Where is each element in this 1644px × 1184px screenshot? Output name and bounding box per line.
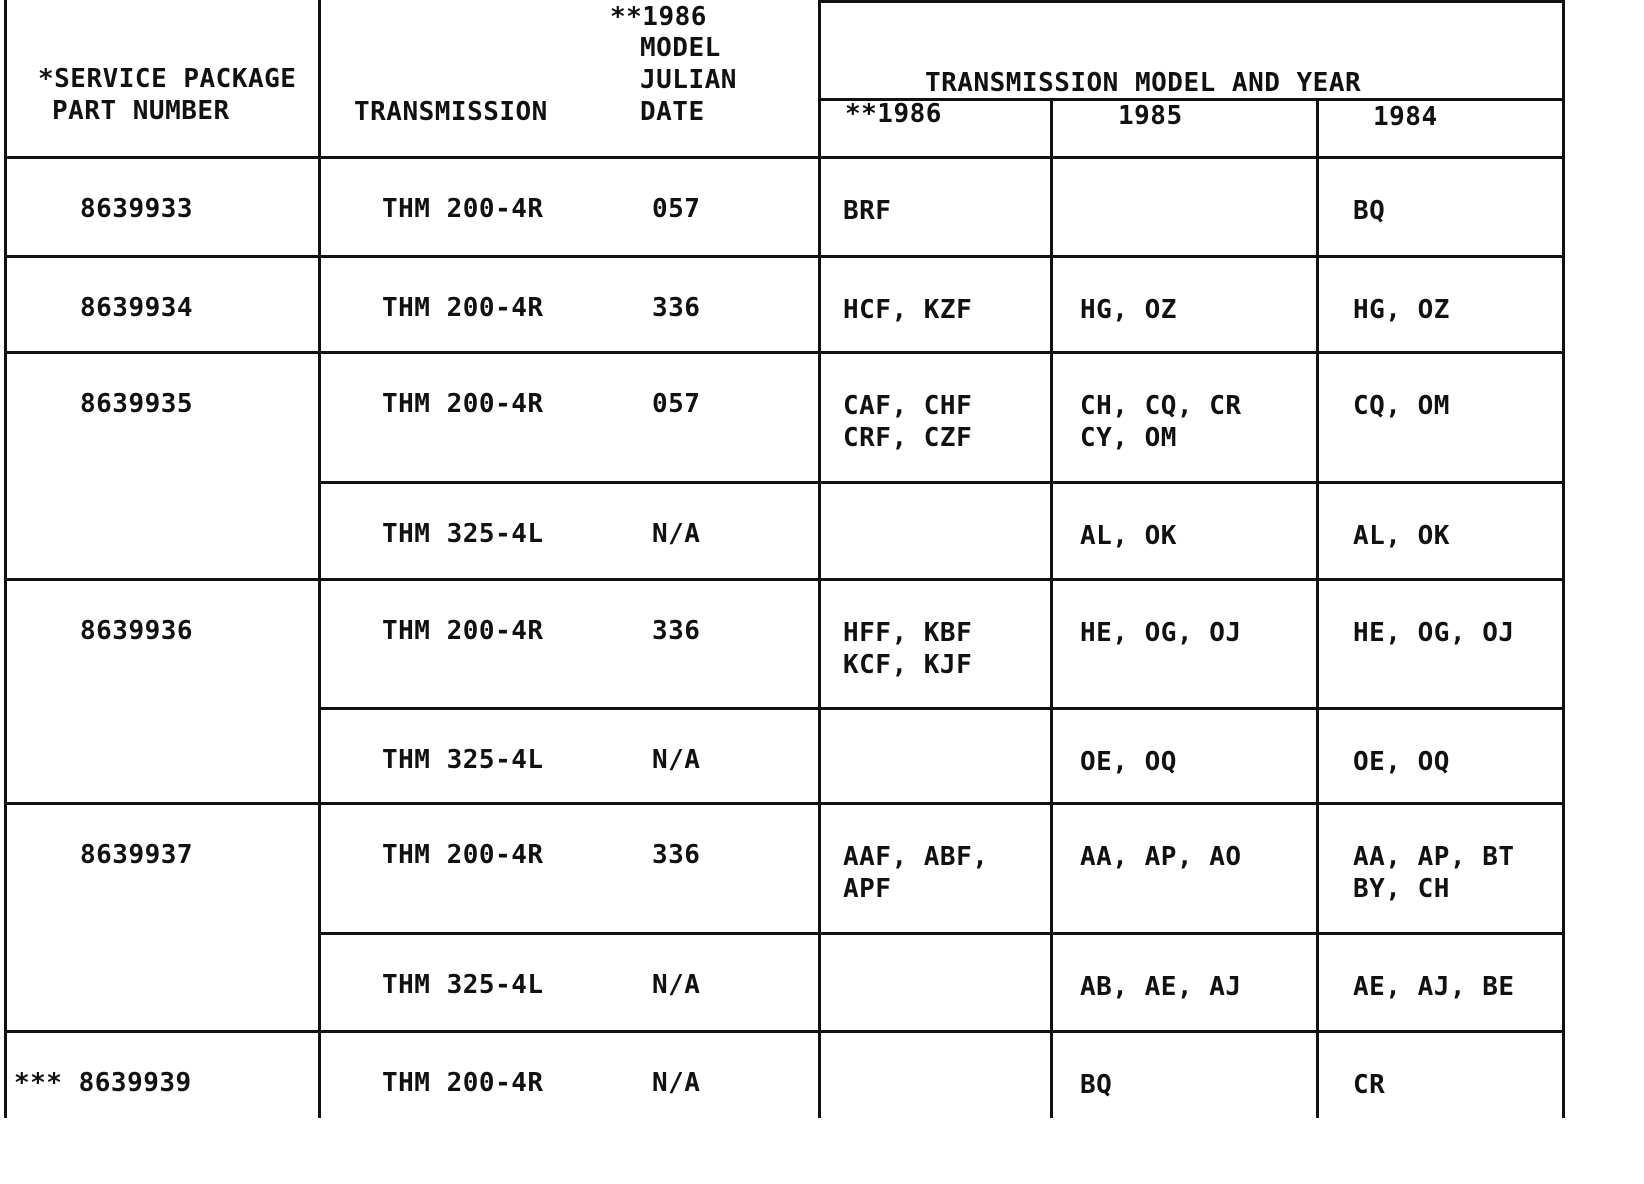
cell-transmission: THM 325-4L — [382, 519, 544, 549]
cell-part-number: 8639937 — [80, 840, 194, 870]
header-bottom-border — [4, 156, 1562, 159]
cell-y1985: OE, OQ — [1080, 747, 1177, 777]
cell-julian-date: N/A — [652, 970, 701, 1000]
cell-part-number: 8639935 — [80, 389, 194, 419]
cell-part-number: 8639936 — [80, 616, 194, 646]
cell-y1984: AE, AJ, BE — [1353, 972, 1515, 1002]
header-part-number-line-1: *SERVICE PACKAGE — [38, 64, 297, 94]
cell-julian-date: 336 — [652, 293, 701, 323]
cell-julian-date: 057 — [652, 194, 701, 224]
cell-y1984: BY, CH — [1353, 874, 1450, 904]
cell-y1984: AL, OK — [1353, 521, 1450, 551]
column-divider-years — [818, 0, 821, 1118]
header-top-border — [818, 0, 1562, 3]
cell-y1986: CRF, CZF — [843, 423, 973, 453]
cell-julian-date: 057 — [652, 389, 701, 419]
header-julian-date-line-3: JULIAN — [640, 65, 737, 95]
row-divider — [318, 707, 1562, 710]
row-divider — [4, 351, 1562, 354]
row-divider — [318, 481, 1562, 484]
column-divider-transmission — [318, 0, 321, 1118]
cell-part-number: 8639933 — [80, 194, 194, 224]
header-transmission: TRANSMISSION — [354, 97, 548, 127]
row-divider — [318, 932, 1562, 935]
cell-julian-date: 336 — [652, 840, 701, 870]
cell-y1985: AB, AE, AJ — [1080, 972, 1242, 1002]
cell-y1984: HE, OG, OJ — [1353, 618, 1515, 648]
header-part-number-line-2: PART NUMBER — [52, 96, 230, 126]
cell-julian-date: 336 — [652, 616, 701, 646]
cell-transmission: THM 325-4L — [382, 970, 544, 1000]
row-divider — [4, 1030, 1562, 1033]
cell-y1985: AL, OK — [1080, 521, 1177, 551]
cell-y1984: CR — [1353, 1070, 1386, 1100]
header-julian-date-line-4: DATE — [640, 97, 705, 127]
cell-julian-date: N/A — [652, 519, 701, 549]
cell-transmission: THM 200-4R — [382, 1068, 544, 1098]
cell-y1986: HCF, KZF — [843, 295, 973, 325]
cell-part-number: *** 8639939 — [14, 1068, 192, 1098]
cell-part-number: 8639934 — [80, 293, 194, 323]
cell-transmission: THM 200-4R — [382, 616, 544, 646]
column-divider-1984 — [1316, 100, 1319, 1118]
cell-y1985: HE, OG, OJ — [1080, 618, 1242, 648]
cell-y1984: OE, OQ — [1353, 747, 1450, 777]
cell-y1986: AAF, ABF, — [843, 842, 989, 872]
row-divider — [4, 802, 1562, 805]
cell-y1986: HFF, KBF — [843, 618, 973, 648]
cell-transmission: THM 200-4R — [382, 293, 544, 323]
cell-transmission: THM 200-4R — [382, 194, 544, 224]
cell-julian-date: N/A — [652, 1068, 701, 1098]
cell-y1986: BRF — [843, 196, 892, 226]
cell-y1986: CAF, CHF — [843, 391, 973, 421]
cell-y1985: BQ — [1080, 1070, 1113, 1100]
cell-y1985: HG, OZ — [1080, 295, 1177, 325]
header-year-1985: 1985 — [1118, 101, 1183, 131]
header-year-1984: 1984 — [1373, 102, 1438, 132]
cell-y1986: KCF, KJF — [843, 650, 973, 680]
cell-y1984: AA, AP, BT — [1353, 842, 1515, 872]
table-right-border — [1562, 0, 1565, 1118]
cell-y1985: AA, AP, AO — [1080, 842, 1242, 872]
cell-y1984: BQ — [1353, 196, 1386, 226]
cell-julian-date: N/A — [652, 745, 701, 775]
cell-y1984: CQ, OM — [1353, 391, 1450, 421]
cell-y1985: CY, OM — [1080, 423, 1177, 453]
cell-transmission: THM 200-4R — [382, 389, 544, 419]
header-julian-date-line-2: MODEL — [640, 33, 721, 63]
cell-transmission: THM 200-4R — [382, 840, 544, 870]
row-divider — [4, 578, 1562, 581]
cell-y1986: APF — [843, 874, 892, 904]
cell-y1985: CH, CQ, CR — [1080, 391, 1242, 421]
column-divider-1985 — [1050, 100, 1053, 1118]
cell-transmission: THM 325-4L — [382, 745, 544, 775]
header-model-and-year: TRANSMISSION MODEL AND YEAR — [925, 68, 1362, 98]
cell-y1984: HG, OZ — [1353, 295, 1450, 325]
row-divider — [4, 255, 1562, 258]
header-year-1986: **1986 — [845, 99, 942, 129]
table-left-border — [4, 0, 7, 1118]
header-julian-date-line-1: **1986 — [610, 2, 707, 32]
